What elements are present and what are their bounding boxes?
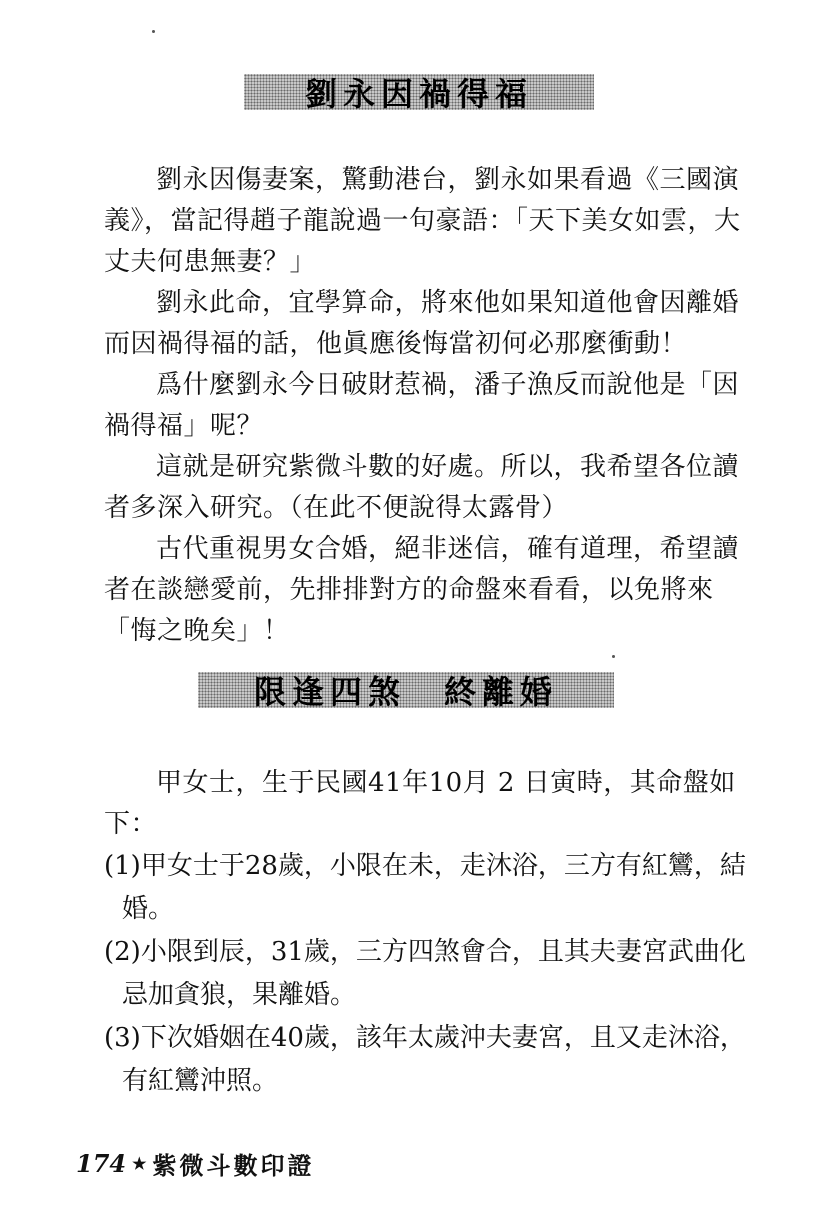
list-item-number: (3) [104,1023,141,1053]
paragraph: 爲什麼劉永今日破財惹禍，潘子漁反而說他是「因禍得福」呢？ [104,370,740,441]
list-item-number: (2) [104,937,141,967]
section-heading-2-text: 限逢四煞 終離婚 [253,673,558,711]
book-title: 紫微斗數印證 [152,1152,315,1180]
page-number: 174 [76,1149,127,1178]
intro-paragraph: 甲女士，生于民國41年10月 2 日寅時，其命盤如下： [104,768,736,839]
paragraph: 劉永此命，宜學算命，將來他如果知道他會因離婚而因禍得福的話，他眞應後悔當初何必那麼衝動！ [104,288,740,359]
section-1-body [104,160,754,652]
paragraph: 這就是研究紫微斗數的好處。所以，我希望各位讀者多深入研究。（在此不便說得太露骨） [104,452,740,523]
scan-speck [612,655,615,658]
scan-speck [152,30,155,33]
section-heading-1-text: 劉永因禍得福 [304,75,533,113]
section-2-body [104,763,754,1103]
star-icon: ★ [132,1154,147,1173]
list-item [104,1017,754,1103]
list-item-number: (1) [104,851,141,881]
list-item-text: 小限到辰，31歲，三方四煞會合，且其夫妻宮武曲化忌加貪狼，果離婚。 [122,937,746,1010]
list-item [104,931,754,1017]
list-item-text: 甲女士于28歲，小限在未，走沐浴，三方有紅鸞，結婚。 [122,851,746,924]
page-footer [76,1146,314,1181]
section-heading-2 [198,672,614,711]
paragraph: 劉永因傷妻案，驚動港台，劉永如果看過《三國演義》，當記得趙子龍說過一句豪語：「天下美女如雲，大丈夫何患無妻？」 [104,165,741,277]
list-item-text: 下次婚姻在40歲，該年太歲沖夫妻宮，且又走沐浴，有紅鸞沖照。 [122,1023,746,1096]
list-item [104,845,754,931]
paragraph: 古代重視男女合婚，絕非迷信，確有道理，希望讀者在談戀愛前，先排排對方的命盤來看看，以免將來「悔之晚矣」！ [104,534,740,646]
section-heading-1 [244,74,594,113]
